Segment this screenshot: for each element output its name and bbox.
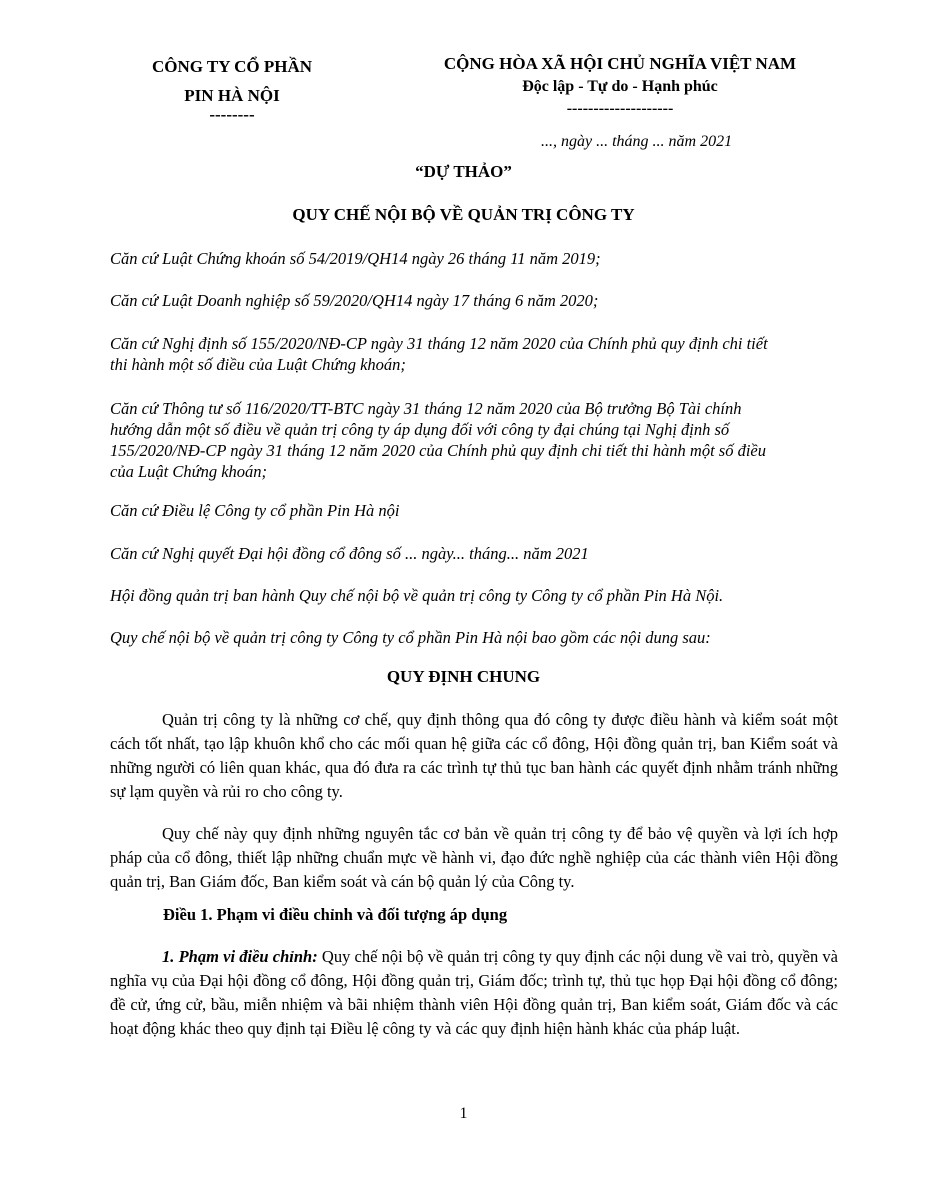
basis-line: Hội đồng quản trị ban hành Quy chế nội bộ về quản trị công ty Công ty cổ phần Pin Hà Nội.	[110, 586, 724, 605]
basis-paragraph	[110, 543, 840, 564]
nation-divider: --------------------	[566, 100, 674, 117]
article-heading: Điều 1. Phạm vi điều chỉnh và đối tượng áp dụng	[163, 905, 508, 924]
basis-line: Căn cứ Điều lệ Công ty cổ phần Pin Hà nội	[110, 501, 400, 520]
basis-paragraph	[110, 333, 840, 375]
basis-line: của Luật Chứng khoán;	[110, 462, 268, 481]
company-name-line2: PIN HÀ NỘI	[184, 86, 280, 105]
general-paragraph: Quy chế này quy định những nguyên tắc cơ bản về quản trị công ty để bảo vệ quyền và lợi ích hợp pháp của cổ đông, thiết lập những chuẩn mực về hành vi, đạo đức nghề nghiệp của các thành viên Hội đồng quản trị, Ban Giám đốc, Ban kiểm soát và cán bộ quản lý của Công ty.	[110, 824, 838, 891]
basis-line: Căn cứ Thông tư số 116/2020/TT-BTC ngày 31 tháng 12 năm 2020 của Bộ trưởng Bộ Tài chính	[110, 399, 742, 418]
basis-paragraph	[110, 585, 840, 606]
basis-line: Căn cứ Nghị định số 155/2020/NĐ-CP ngày 31 tháng 12 năm 2020 của Chính phủ quy định chi tiết	[110, 334, 768, 353]
basis-paragraph	[110, 627, 840, 648]
basis-line: Căn cứ Luật Chứng khoán số 54/2019/QH14 ngày 26 tháng 11 năm 2019;	[110, 249, 601, 268]
basis-line: Căn cứ Nghị quyết Đại hội đồng cổ đông số ... ngày... tháng... năm 2021	[110, 544, 589, 563]
nation-header	[400, 52, 840, 120]
nation-title: CỘNG HÒA XÃ HỘI CHỦ NGHĨA VIỆT NAM	[443, 54, 797, 73]
draft-label: “DỰ THẢO”	[415, 162, 512, 181]
page-number: 1	[459, 1105, 468, 1122]
basis-line: 155/2020/NĐ-CP ngày 31 tháng 12 năm 2020 của Chính phủ quy định chi tiết thi hành một số điều	[110, 441, 766, 460]
basis-paragraph	[110, 500, 840, 521]
company-header	[112, 52, 352, 124]
basis-line: hướng dẫn một số điều về quản trị công ty áp dụng đối với công ty đại chúng tại Nghị định số	[110, 420, 730, 439]
basis-paragraph	[110, 398, 840, 482]
nation-motto: Độc lập - Tự do - Hạnh phúc	[522, 78, 718, 95]
basis-line: Quy chế nội bộ về quản trị công ty Công ty cổ phần Pin Hà nội bao gồm các nội dung sau:	[110, 628, 711, 647]
basis-paragraph	[110, 290, 840, 311]
basis-paragraph	[110, 248, 840, 269]
company-name-line1: CÔNG TY CỔ PHẦN	[151, 57, 313, 76]
date-line: ..., ngày ... tháng ... năm 2021	[541, 133, 733, 150]
section-title: QUY ĐỊNH CHUNG	[386, 667, 541, 686]
clause-label: 1. Phạm vi điều chỉnh:	[162, 947, 318, 966]
basis-line: Căn cứ Luật Doanh nghiệp số 59/2020/QH14 ngày 17 tháng 6 năm 2020;	[110, 291, 599, 310]
document-title: QUY CHẾ NỘI BỘ VỀ QUẢN TRỊ CÔNG TY	[292, 205, 635, 224]
basis-line: thi hành một số điều của Luật Chứng khoán;	[110, 355, 406, 374]
company-divider: --------	[209, 105, 255, 124]
article-clause	[110, 945, 838, 1041]
general-paragraph: Quản trị công ty là những cơ chế, quy định thông qua đó công ty được điều hành và kiểm soát một cách tốt nhất, tạo lập khuôn khổ cho các mối quan hệ giữa các cổ đông, Hội đồng quản trị, ban Kiểm soát và những người có liên quan khác, qua đó đưa ra các trình tự thủ tục ban hành các quyết định nhằm tránh những sự lạm quyền và rủi ro cho công ty.	[110, 710, 838, 801]
clause-text: Quy chế nội bộ về quản trị công ty quy định các nội dung về vai trò, quyền và nghĩa vụ của Đại hội đồng cổ đông, Hội đồng quản trị, Giám đốc; trình tự, thủ tục họp Đại hội đồng cổ đông; đề cử, ứng cử, bầu, miễn nhiệm và bãi nhiệm thành viên Hội đồng quản trị, Ban kiểm soát, Giám đốc và các hoạt động khác theo quy định tại Điều lệ công ty và các quy định hiện hành khác của pháp luật.	[110, 947, 838, 1038]
